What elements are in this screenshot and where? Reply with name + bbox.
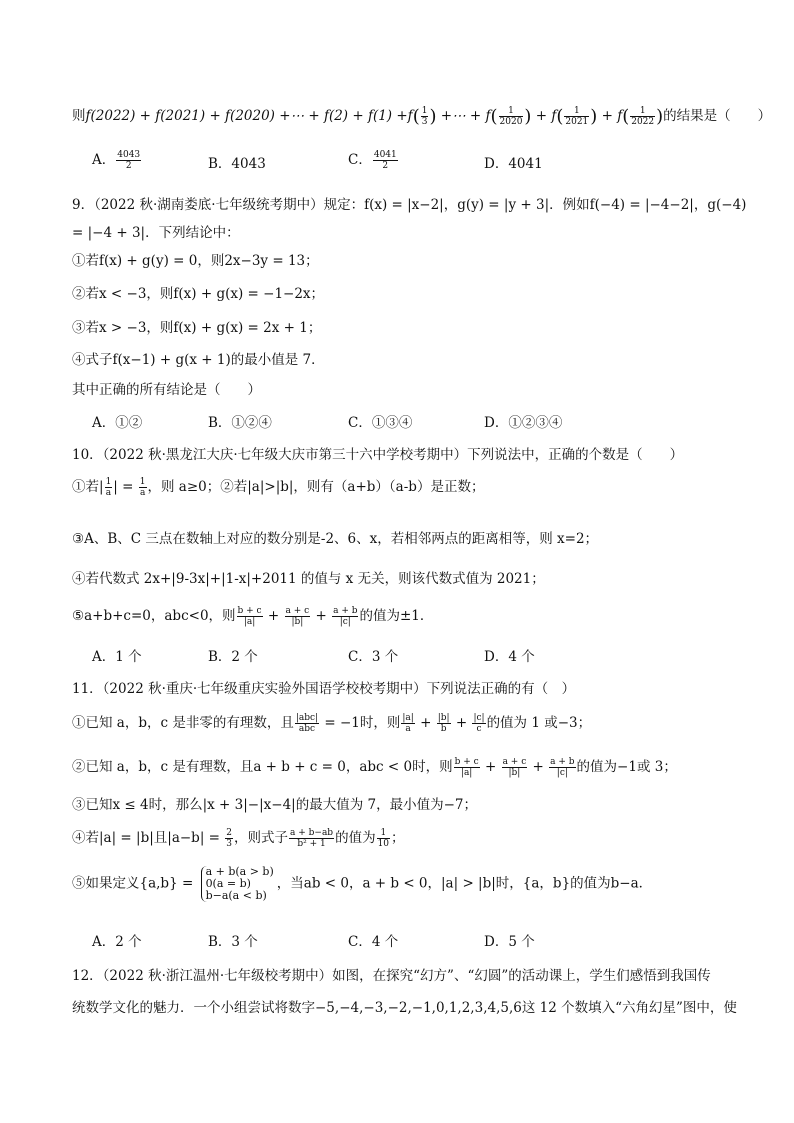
q11-line1: 11．（2022 秋·重庆·七年级重庆实验外国语学校校考期中）下列说法正确的有（ ）	[72, 681, 576, 697]
option-b[interactable]: B．2 个	[208, 649, 258, 665]
q9-ask: 其中正确的所有结论是（ ）	[72, 382, 261, 398]
fraction: $\frac{1}{3}$	[421, 106, 428, 127]
fraction: $\frac{1}{2020}$	[499, 106, 523, 127]
q9-item-1: ①若f(x) + g(y) = 0，则2x−3y = 13；	[72, 253, 319, 269]
fraction: $\frac{1}{2022}$	[631, 106, 655, 127]
option-d[interactable]: D．①②③④	[484, 415, 563, 431]
option-a[interactable]: A．1 个	[92, 649, 142, 665]
option-a[interactable]: A．①②	[92, 415, 143, 431]
q11-item-3: ③已知x ≤ 4时，那么|x + 3|−|x−4|的最大值为 7，最小值为−7；	[72, 797, 477, 813]
q10-line1: 10．（2022 秋·黑龙江大庆·七年级大庆市第三十六中学校考期中）下列说法中，正确的个数是（ ）	[72, 447, 684, 463]
option-c[interactable]: C．4 个	[348, 934, 399, 950]
q11-item-1: ①已知 a，b，c 是非零的有理数，且 $\frac{\text{|abc|}}{\text{abc}}$ = −1时，则 $\frac{|a|}{a}$ + $\frac{|b|}{b}$ + $\frac{|c|}{c}$ 的值为 1 或−3；	[72, 713, 592, 734]
option-b[interactable]: B．①②④	[208, 415, 272, 431]
q12-line1: 12．（2022 秋·浙江温州·七年级校考期中）如图，在探究“幻方”、“幻圆”的活动课上，学生们感悟到我国传	[72, 968, 711, 984]
fraction: $\frac{1}{2021}$	[565, 106, 589, 127]
option-d[interactable]: D．4 个	[484, 649, 535, 665]
q8-stem: 则f(2022) + f(2021) + f(2020) +⋯ + f(2) + f(1) +f( $\frac{1}{3}$ ) +⋯ + f( $\frac{1}{2020}$ ) + f( $\frac{1}{2021}$ ) + f( $\frac{1}{2022}$ )的结果是（ ）	[72, 106, 772, 127]
q11-item-2: ②已知 a，b，c 是有理数，且a + b + c = 0，abc < 0时，则 $\frac{b + c}{|a|}$ + $\frac{a + c}{|b|}$ + $\frac{a + b}{|c|}$ 的值为−1或 3；	[72, 757, 677, 778]
option-d[interactable]: D．5 个	[484, 934, 535, 950]
option-d[interactable]: D．4041	[484, 156, 543, 172]
q10-item-4: ④若代数式 2x+|9-3x|+|1-x|+2011 的值与 x 无关，则该代数式值为 2021；	[72, 571, 545, 587]
q9-item-3: ③若x > −3，则f(x) + g(x) = 2x + 1；	[72, 320, 322, 336]
q10-item-1: ①若| $\frac{1}{a}$ | = $\frac{1}{a}$ ，则 a≥0；②若|a|>|b|，则有（a+b）（a-b）是正数；	[72, 477, 485, 498]
q10-item-5: ⑤a+b+c=0，abc<0，则 $\frac{b + c}{|a|}$ + $\frac{a + c}{|b|}$ + $\frac{a + b}{|c|}$ 的值为±1．	[72, 606, 434, 627]
option-c[interactable]: C．3 个	[348, 649, 399, 665]
option-b[interactable]: B．3 个	[208, 934, 258, 950]
q12-line2: 统数学文化的魅力．一个小组尝试将数字−5,−4,−3,−2,−1,0,1,2,3,4,5,6这 12 个数填入“六角幻星”图中，使	[72, 1000, 737, 1016]
q9-item-4: ④式子f(x−1) + g(x + 1)的最小值是 7．	[72, 352, 325, 368]
option-c[interactable]: C． $\frac{4041}{2}$	[348, 150, 397, 171]
q10-item-3: ③A、B、C 三点在数轴上对应的数分别是-2、6、x，若相邻两点的距离相等，则 x=2；	[72, 531, 599, 547]
option-b[interactable]: B．4043	[208, 156, 266, 172]
option-c[interactable]: C．①③④	[348, 415, 413, 431]
case-brace: a + b(a > b) 0(a = b) b−a(a < b)	[201, 866, 274, 902]
option-a[interactable]: A．2 个	[92, 934, 142, 950]
q9-line1: 9．（2022 秋·湖南娄底·七年级统考期中）规定：f(x) = |x−2|，g(y) = |y + 3|．例如f(−4) = |−4−2|，g(−4)	[72, 197, 747, 213]
q9-item-2: ②若x < −3，则f(x) + g(x) = −1−2x；	[72, 286, 325, 302]
q11-item-5: ⑤如果定义{a,b} = a + b(a > b) 0(a = b) b−a(a < b) ，当ab < 0，a + b < 0，|a| > |b|时，{a，b}的值为b−a．	[72, 865, 653, 902]
q11-item-4: ④若|a| = |b|且|a−b| = $\frac{2}{3}$ ，则式子 $\frac{a + b-ab}{\text{b² + 1}}$ 的值为 $\frac{1}{10}$ ；	[72, 828, 405, 849]
option-a[interactable]: A． $\frac{4043}{2}$	[92, 150, 141, 171]
q9-line2: = |−4 + 3|．下列结论中：	[72, 225, 240, 241]
